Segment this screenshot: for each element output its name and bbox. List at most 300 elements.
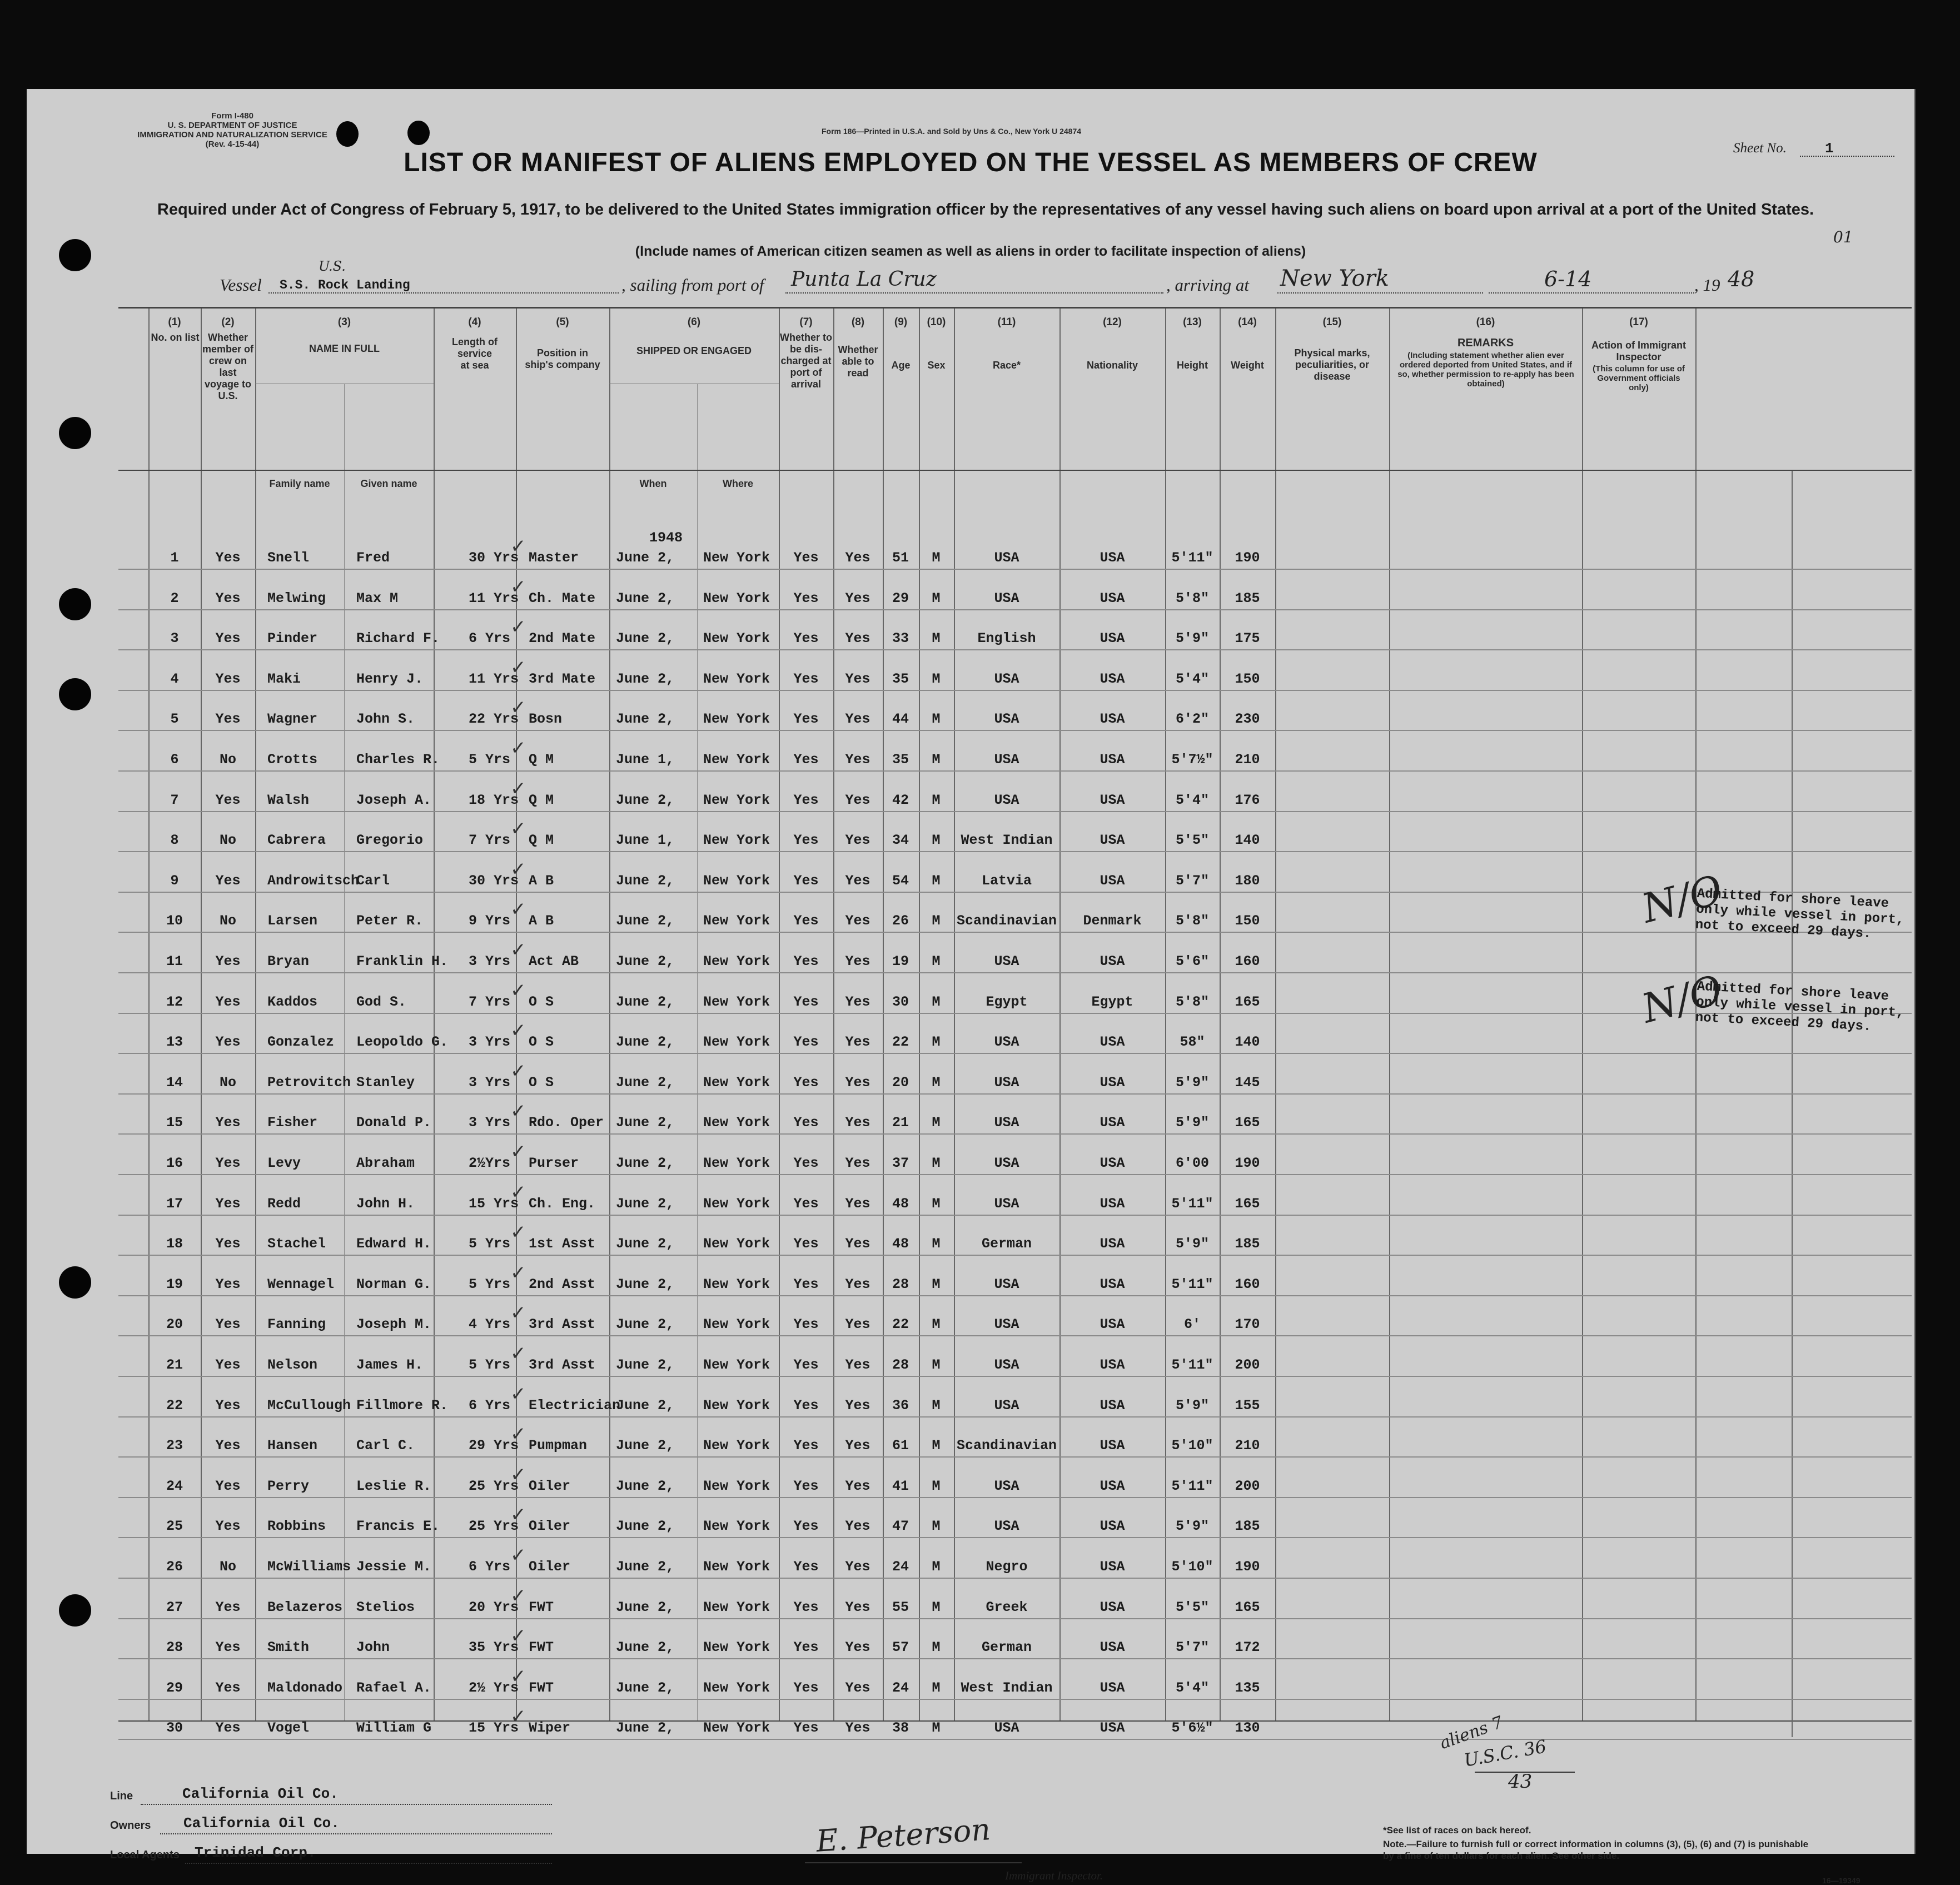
vessel-label: Vessel — [220, 275, 262, 295]
height-cell: 5'11" — [1171, 1276, 1213, 1292]
service-length-cell: 3 Yrs — [469, 1074, 511, 1091]
service-check-mark: ✓ — [510, 979, 526, 1002]
shipped-when-cell: June 2, — [616, 1276, 675, 1292]
service-check-mark: ✓ — [510, 939, 526, 961]
service-check-mark: ✓ — [510, 1625, 526, 1648]
discharged-cell: Yes — [793, 1155, 819, 1171]
service-check-mark: ✓ — [510, 1141, 526, 1163]
punch-hole — [407, 121, 430, 145]
shipped-when-cell: June 2, — [616, 1438, 675, 1454]
weight-cell: 160 — [1235, 1276, 1260, 1292]
discharged-cell: Yes — [793, 1518, 819, 1535]
crew-last-voyage-cell: Yes — [215, 630, 241, 647]
service-check-mark: ✓ — [510, 1463, 526, 1486]
discharged-cell: Yes — [793, 1559, 819, 1575]
able-to-read-cell: Yes — [845, 1720, 870, 1737]
nationality-cell: Denmark — [1083, 913, 1142, 929]
service-check-mark: ✓ — [510, 1382, 526, 1405]
shipped-where-cell: New York — [703, 1518, 770, 1535]
service-check-mark: ✓ — [510, 777, 526, 800]
position-cell: Wiper — [529, 1720, 571, 1737]
given-name-cell: Charles R. — [356, 752, 440, 768]
sex-cell: M — [932, 1518, 941, 1535]
sex-cell: M — [932, 1679, 941, 1696]
shipped-where-cell: New York — [703, 1316, 770, 1333]
arriving-label: , arriving at — [1166, 275, 1249, 295]
shipped-when-cell: June 2, — [616, 953, 675, 969]
row-number-cell: 22 — [166, 1397, 183, 1414]
sex-cell: M — [932, 1276, 941, 1292]
service-length-cell: 29 Yrs — [469, 1438, 519, 1454]
sex-cell: M — [932, 1074, 941, 1091]
height-cell: 5'7" — [1175, 872, 1210, 889]
arrival-year: 48 — [1728, 267, 1755, 291]
shipped-where-cell: New York — [703, 1236, 770, 1252]
row-number-cell: 8 — [170, 832, 179, 849]
col8-header: Whether able to read — [838, 344, 878, 379]
shipped-where-cell: New York — [703, 1599, 770, 1615]
col13-header: Height — [1177, 360, 1208, 371]
race-cell: Negro — [986, 1559, 1028, 1575]
family-name-header: Family name — [269, 478, 330, 489]
weight-cell: 130 — [1235, 1720, 1260, 1737]
position-cell: 3rd Mate — [529, 670, 596, 687]
family-name-cell: Levy — [267, 1155, 301, 1171]
given-name-cell: Rafael A. — [356, 1679, 432, 1696]
family-name-cell: Crotts — [267, 752, 318, 768]
owners-value: California Oil Co. — [183, 1815, 340, 1832]
year-prefix: , 19 — [1694, 275, 1720, 295]
service-check-mark: ✓ — [510, 1302, 526, 1325]
punch-hole — [59, 678, 91, 710]
nationality-cell: USA — [1100, 1276, 1125, 1292]
given-name-cell: Gregorio — [356, 832, 424, 849]
discharged-cell: Yes — [793, 711, 819, 728]
age-cell: 55 — [892, 1599, 909, 1615]
given-name-cell: Fred — [356, 550, 390, 566]
shipped-when-cell: June 2, — [616, 1518, 675, 1535]
crew-table — [118, 307, 1912, 1793]
nationality-cell: USA — [1100, 872, 1125, 889]
service-check-mark: ✓ — [510, 1221, 526, 1244]
service-length-cell: 6 Yrs — [469, 1559, 511, 1575]
family-name-cell: Larsen — [267, 913, 318, 929]
height-cell: 5'10" — [1171, 1438, 1213, 1454]
height-cell: 5'11" — [1171, 550, 1213, 566]
sex-cell: M — [932, 1478, 941, 1494]
row-number-cell: 17 — [166, 1195, 183, 1212]
shipped-when-cell: June 2, — [616, 1236, 675, 1252]
age-cell: 34 — [892, 832, 909, 849]
discharged-cell: Yes — [793, 953, 819, 969]
age-cell: 35 — [892, 670, 909, 687]
shipped-when-cell: June 2, — [616, 630, 675, 647]
shipped-when-cell: June 2, — [616, 993, 675, 1010]
family-name-cell: Gonzalez — [267, 1034, 335, 1051]
nationality-cell: USA — [1100, 1438, 1125, 1454]
nationality-cell: USA — [1100, 1559, 1125, 1575]
discharged-cell: Yes — [793, 1316, 819, 1333]
col15-number: (15) — [1322, 316, 1342, 328]
height-cell: 5'5" — [1175, 1599, 1210, 1615]
race-cell: USA — [994, 1357, 1019, 1373]
row-number-cell: 11 — [166, 953, 183, 969]
able-to-read-cell: Yes — [845, 832, 870, 849]
able-to-read-cell: Yes — [845, 1155, 870, 1171]
discharged-cell: Yes — [793, 913, 819, 929]
row-number-cell: 1 — [170, 550, 179, 566]
able-to-read-cell: Yes — [845, 993, 870, 1010]
service-length-cell: 25 Yrs — [469, 1478, 519, 1494]
given-name-cell: Leopoldo G. — [356, 1034, 449, 1051]
service-length-cell: 11 Yrs — [469, 670, 519, 687]
sailing-label: , sailing from port of — [621, 275, 764, 295]
nationality-cell: USA — [1100, 630, 1125, 647]
given-name-cell: Joseph M. — [356, 1316, 432, 1333]
age-cell: 61 — [892, 1438, 909, 1454]
position-cell: Purser — [529, 1155, 579, 1171]
discharged-cell: Yes — [793, 1679, 819, 1696]
shipped-when-cell: June 2, — [616, 550, 675, 566]
age-cell: 44 — [892, 711, 909, 728]
able-to-read-cell: Yes — [845, 1478, 870, 1494]
shipped-where-cell: New York — [703, 630, 770, 647]
inspector-signature: E. Peterson — [815, 1812, 992, 1859]
position-cell: 1st Asst — [529, 1236, 596, 1252]
family-name-cell: Wennagel — [267, 1276, 335, 1292]
height-cell: 6'00 — [1175, 1155, 1210, 1171]
service-check-mark: ✓ — [510, 535, 526, 558]
line-label: Line — [110, 1790, 133, 1802]
nationality-cell: USA — [1100, 1155, 1125, 1171]
service-length-cell: 7 Yrs — [469, 993, 511, 1010]
family-name-cell: Androwitsch — [267, 872, 360, 889]
crew-last-voyage-cell: No — [219, 913, 237, 929]
able-to-read-cell: Yes — [845, 711, 870, 728]
weight-cell: 180 — [1235, 872, 1260, 889]
weight-cell: 160 — [1235, 953, 1260, 969]
shipped-when-cell: June 2, — [616, 1397, 675, 1414]
vessel-handwritten-mark: U.S. — [319, 258, 346, 274]
able-to-read-cell: Yes — [845, 1316, 870, 1333]
punch-hole — [59, 1594, 91, 1627]
note-text: —Failure to furnish full or correct information in columns (3), (5), (6) and (7) is punishable by a fine of ten dollars for each alien. See other side. — [1383, 1839, 1809, 1861]
shipped-when-cell: June 2, — [616, 1599, 675, 1615]
shipped-where-cell: New York — [703, 1639, 770, 1656]
row-number-cell: 7 — [170, 792, 179, 808]
shipped-where-cell: New York — [703, 1115, 770, 1131]
height-cell: 5'9" — [1175, 1115, 1210, 1131]
given-name-cell: Leslie R. — [356, 1478, 432, 1494]
sex-cell: M — [932, 953, 941, 969]
given-name-cell: Franklin H. — [356, 953, 449, 969]
corner-mark: 01 — [1833, 228, 1853, 246]
race-cell: Egypt — [986, 993, 1028, 1010]
line-value: California Oil Co. — [182, 1785, 339, 1802]
age-cell: 48 — [892, 1195, 909, 1212]
shipped-when-cell: June 2, — [616, 1679, 675, 1696]
discharged-cell: Yes — [793, 752, 819, 768]
height-cell: 5'11" — [1171, 1195, 1213, 1212]
nationality-cell: USA — [1100, 953, 1125, 969]
age-cell: 30 — [892, 993, 909, 1010]
weight-cell: 155 — [1235, 1397, 1260, 1414]
races-note: *See list of races on back hereof. — [1383, 1825, 1531, 1836]
row-number-cell: 2 — [170, 590, 179, 606]
weight-cell: 190 — [1235, 1155, 1260, 1171]
sex-cell: M — [932, 1639, 941, 1656]
given-name-cell: William G — [356, 1720, 432, 1737]
discharged-cell: Yes — [793, 1115, 819, 1131]
discharged-cell: Yes — [793, 1599, 819, 1615]
service-check-mark: ✓ — [510, 1342, 526, 1365]
arrival-port: New York — [1280, 266, 1389, 291]
position-cell: Electrician — [529, 1397, 621, 1414]
weight-cell: 210 — [1235, 1438, 1260, 1454]
given-name-cell: Max M — [356, 590, 399, 606]
sex-cell: M — [932, 1316, 941, 1333]
service-check-mark: ✓ — [510, 737, 526, 759]
height-cell: 58" — [1180, 1034, 1205, 1051]
race-cell: USA — [994, 1518, 1019, 1535]
remark-mark-row10: N/O — [1636, 866, 1728, 932]
note-label: Note. — [1383, 1839, 1407, 1849]
race-cell: West Indian — [961, 832, 1053, 849]
able-to-read-cell: Yes — [845, 670, 870, 687]
shipped-where-cell: New York — [703, 953, 770, 969]
height-cell: 5'7½" — [1171, 752, 1213, 768]
height-cell: 5'8" — [1175, 993, 1210, 1010]
weight-cell: 165 — [1235, 1115, 1260, 1131]
height-cell: 5'9" — [1175, 1518, 1210, 1535]
shipped-when-cell: June 2, — [616, 1115, 675, 1131]
able-to-read-cell: Yes — [845, 913, 870, 929]
weight-cell: 170 — [1235, 1316, 1260, 1333]
col17-header: Action of Immigrant Inspector — [1591, 340, 1686, 362]
row-number-cell: 21 — [166, 1357, 183, 1373]
shipped-when-cell: June 2, — [616, 1074, 675, 1091]
port-underline — [785, 292, 1163, 294]
shipped-where-cell: New York — [703, 590, 770, 606]
row-number-cell: 13 — [166, 1034, 183, 1051]
row-number-cell: 23 — [166, 1438, 183, 1454]
row-number-cell: 28 — [166, 1639, 183, 1656]
race-cell: USA — [994, 590, 1019, 606]
shipped-where-cell: New York — [703, 872, 770, 889]
vessel-underline — [268, 292, 619, 294]
race-cell: USA — [994, 792, 1019, 808]
age-cell: 24 — [892, 1679, 909, 1696]
agents-value: Trinidad Corp. — [195, 1844, 316, 1861]
family-name-cell: Cabrera — [267, 832, 326, 849]
race-cell: USA — [994, 1115, 1019, 1131]
sex-cell: M — [932, 1599, 941, 1615]
family-name-cell: Robbins — [267, 1518, 326, 1535]
shipped-where-cell: New York — [703, 792, 770, 808]
weight-cell: 175 — [1235, 630, 1260, 647]
include-note: (Include names of American citizen seamen as well as aliens in order to facilitate inspection of aliens) — [635, 243, 1306, 259]
shipped-where-cell: New York — [703, 1559, 770, 1575]
sex-cell: M — [932, 1236, 941, 1252]
crew-last-voyage-cell: Yes — [215, 1034, 241, 1051]
nationality-cell: USA — [1100, 1397, 1125, 1414]
revision: (Rev. 4-15-44) — [205, 140, 260, 149]
crew-last-voyage-cell: Yes — [215, 550, 241, 566]
sex-cell: M — [932, 1155, 941, 1171]
discharged-cell: Yes — [793, 1195, 819, 1212]
sex-cell: M — [932, 550, 941, 566]
shipped-where-cell: New York — [703, 1276, 770, 1292]
shipped-when-cell: June 2, — [616, 1034, 675, 1051]
service-length-cell: 35 Yrs — [469, 1639, 519, 1656]
position-cell: A B — [529, 913, 554, 929]
service-length-cell: 7 Yrs — [469, 832, 511, 849]
nationality-cell: USA — [1100, 1639, 1125, 1656]
race-cell: USA — [994, 752, 1019, 768]
sex-cell: M — [932, 1720, 941, 1737]
owners-label: Owners — [110, 1819, 151, 1832]
row-number-cell: 6 — [170, 752, 179, 768]
age-cell: 51 — [892, 550, 909, 566]
position-cell: Act AB — [529, 953, 579, 969]
discharged-cell: Yes — [793, 993, 819, 1010]
given-name-cell: Henry J. — [356, 670, 424, 687]
service-length-cell: 18 Yrs — [469, 792, 519, 808]
when-header: When — [639, 478, 667, 489]
service-check-mark: ✓ — [510, 818, 526, 840]
shipped-where-cell: New York — [703, 1357, 770, 1373]
nationality-cell: USA — [1100, 752, 1125, 768]
crew-last-voyage-cell: Yes — [215, 1639, 241, 1656]
age-cell: 48 — [892, 1236, 909, 1252]
discharged-cell: Yes — [793, 550, 819, 566]
crew-last-voyage-cell: Yes — [215, 1478, 241, 1494]
discharged-cell: Yes — [793, 1478, 819, 1494]
sex-cell: M — [932, 872, 941, 889]
family-name-cell: Fanning — [267, 1316, 326, 1333]
row-number-cell: 9 — [170, 872, 179, 889]
family-name-cell: McCullough — [267, 1397, 351, 1414]
signature-line — [805, 1862, 1022, 1863]
crew-last-voyage-cell: Yes — [215, 1276, 241, 1292]
printer-line: Form 186—Printed in U.S.A. and Sold by Uns & Co., New York U 24874 — [822, 127, 1082, 136]
row-number-cell: 3 — [170, 630, 179, 647]
arrival-underline — [1277, 292, 1483, 294]
nationality-cell: USA — [1100, 1720, 1125, 1737]
family-name-cell: Pinder — [267, 630, 318, 647]
able-to-read-cell: Yes — [845, 1236, 870, 1252]
service-check-mark: ✓ — [510, 1019, 526, 1042]
nationality-cell: USA — [1100, 1478, 1125, 1494]
position-cell: Oiler — [529, 1478, 571, 1494]
service-check-mark: ✓ — [510, 1100, 526, 1123]
race-cell: USA — [994, 711, 1019, 728]
weight-cell: 185 — [1235, 1236, 1260, 1252]
col6-number: (6) — [687, 316, 701, 328]
able-to-read-cell: Yes — [845, 1276, 870, 1292]
shipped-when-cell: June 2, — [616, 670, 675, 687]
shipped-when-cell: June 2, — [616, 711, 675, 728]
crew-last-voyage-cell: Yes — [215, 1155, 241, 1171]
service-length-cell: 2½Yrs — [469, 1155, 511, 1171]
family-name-cell: McWilliams — [267, 1559, 351, 1575]
height-cell: 5'10" — [1171, 1559, 1213, 1575]
col7-number: (7) — [799, 316, 813, 328]
able-to-read-cell: Yes — [845, 872, 870, 889]
weight-cell: 185 — [1235, 1518, 1260, 1535]
service-check-mark: ✓ — [510, 697, 526, 719]
service-length-cell: 3 Yrs — [469, 953, 511, 969]
weight-cell: 140 — [1235, 832, 1260, 849]
weight-cell: 190 — [1235, 1559, 1260, 1575]
height-cell: 5'6" — [1175, 953, 1210, 969]
age-cell: 26 — [892, 913, 909, 929]
col14-header: Weight — [1231, 360, 1264, 371]
nationality-cell: USA — [1100, 711, 1125, 728]
service-length-cell: 22 Yrs — [469, 711, 519, 728]
height-cell: 5'11" — [1171, 1357, 1213, 1373]
position-cell: 3rd Asst — [529, 1316, 596, 1333]
height-cell: 5'9" — [1175, 630, 1210, 647]
able-to-read-cell: Yes — [845, 1115, 870, 1131]
where-header: Where — [722, 478, 753, 489]
crew-last-voyage-cell: Yes — [215, 1518, 241, 1535]
row-number-cell: 24 — [166, 1478, 183, 1494]
race-cell: USA — [994, 1316, 1019, 1333]
shipped-when-cell: June 2, — [616, 1316, 675, 1333]
discharged-cell: Yes — [793, 1639, 819, 1656]
weight-cell: 185 — [1235, 590, 1260, 606]
form-identification — [93, 111, 371, 149]
shipped-where-cell: New York — [703, 1155, 770, 1171]
col1-number: (1) — [168, 316, 181, 328]
position-cell: 3rd Asst — [529, 1357, 596, 1373]
position-cell: O S — [529, 1074, 554, 1091]
position-cell: Ch. Eng. — [529, 1195, 596, 1212]
service-length-cell: 25 Yrs — [469, 1518, 519, 1535]
nationality-cell: USA — [1100, 1518, 1125, 1535]
col3-header: NAME IN FULL — [309, 343, 380, 354]
weight-cell: 200 — [1235, 1357, 1260, 1373]
col10-number: (10) — [927, 316, 946, 328]
row-number-cell: 12 — [166, 993, 183, 1010]
row-number-cell: 30 — [166, 1720, 183, 1737]
service-length-cell: 15 Yrs — [469, 1720, 519, 1737]
sex-cell: M — [932, 590, 941, 606]
given-name-cell: Richard F. — [356, 630, 440, 647]
row-number-cell: 5 — [170, 711, 179, 728]
given-name-cell: Edward H. — [356, 1236, 432, 1252]
line-underline — [141, 1804, 552, 1805]
height-cell: 6'2" — [1175, 711, 1210, 728]
crew-last-voyage-cell: Yes — [215, 1195, 241, 1212]
able-to-read-cell: Yes — [845, 1034, 870, 1051]
crew-last-voyage-cell: Yes — [215, 711, 241, 728]
shipped-where-cell: New York — [703, 550, 770, 566]
race-cell: USA — [994, 1155, 1019, 1171]
row-number-cell: 10 — [166, 913, 183, 929]
discharged-cell: Yes — [793, 832, 819, 849]
sex-cell: M — [932, 1115, 941, 1131]
crew-last-voyage-cell: Yes — [215, 1357, 241, 1373]
shipped-where-cell: New York — [703, 670, 770, 687]
col2-number: (2) — [221, 316, 235, 328]
height-cell: 5'4" — [1175, 1679, 1210, 1696]
race-cell: USA — [994, 1720, 1019, 1737]
able-to-read-cell: Yes — [845, 953, 870, 969]
position-cell: Bosn — [529, 711, 563, 728]
service-check-mark: ✓ — [510, 1423, 526, 1446]
